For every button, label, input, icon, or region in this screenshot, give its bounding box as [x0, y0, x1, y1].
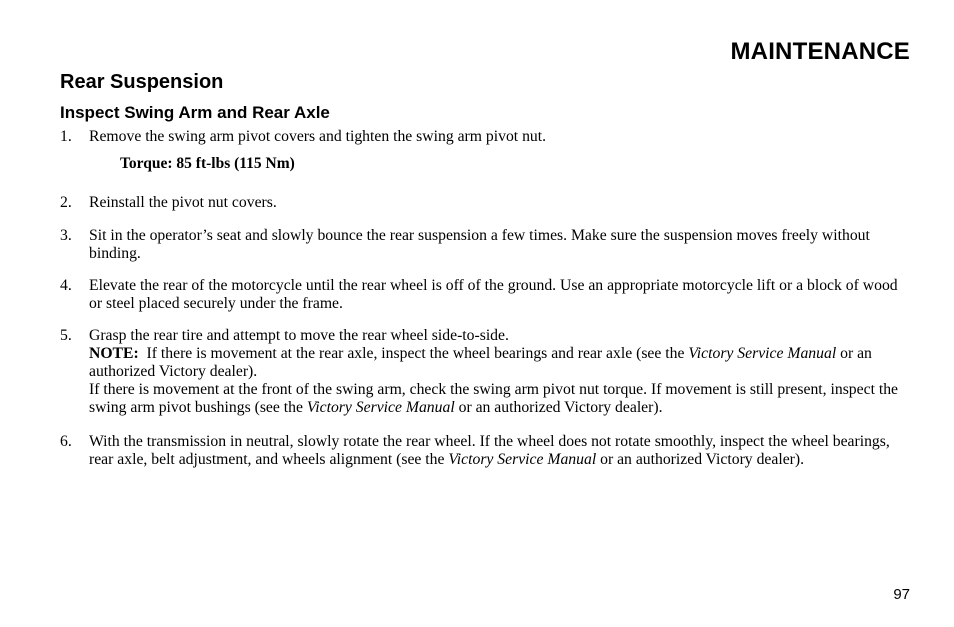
- step-4: [60, 277, 912, 313]
- step-1: [60, 128, 912, 146]
- step-text: Grasp the rear tire and attempt to move the rear wheel side-to-side.: [89, 327, 509, 344]
- manual-reference: Victory Service Manual: [306, 399, 455, 416]
- step-text: Remove the swing arm pivot covers and tighten the swing arm pivot nut.: [89, 128, 547, 145]
- step-number: 6.: [60, 433, 72, 450]
- note-label: NOTE:: [89, 345, 139, 362]
- note: [89, 345, 912, 381]
- step-number: 2.: [60, 194, 72, 211]
- torque-spec: Torque: 85 ft-lbs (115 Nm): [120, 155, 295, 172]
- step-number: 1.: [60, 128, 72, 145]
- step-number: 3.: [60, 227, 72, 244]
- page-number: 97: [893, 586, 910, 603]
- step-3: [60, 227, 912, 263]
- step-number: 5.: [60, 327, 72, 344]
- note-text: If there is movement at the rear axle, inspect the wheel bearings and rear axle (see the: [146, 345, 689, 362]
- note-text: or an authorized Victory dealer).: [89, 345, 872, 380]
- step-extra-text: If there is movement at the front of the swing arm, check the swing arm pivot nut torque. If movement is still present, inspect the swing arm pivot bushings (see the Victory Service Manual or an authorized Victory dealer).: [89, 381, 899, 416]
- step-text: Elevate the rear of the motorcycle until the rear wheel is off of the ground. Use an appropriate motorcycle lift or a block of wood or steel placed securely under the frame.: [89, 277, 898, 312]
- page-title: Rear Suspension: [60, 71, 224, 93]
- step-5: [60, 327, 912, 417]
- step-text: Sit in the operator’s seat and slowly bounce the rear suspension a few times. Make sure the suspension moves freely without binding.: [89, 227, 870, 262]
- subtitle: Inspect Swing Arm and Rear Axle: [60, 103, 330, 122]
- manual-reference: Victory Service Manual: [688, 345, 837, 362]
- step-text: Reinstall the pivot nut covers.: [89, 194, 277, 211]
- step-number: 4.: [60, 277, 72, 294]
- step-text: With the transmission in neutral, slowly rotate the rear wheel. If the wheel does not rotate smoothly, inspect the wheel bearings, rear axle, belt adjustment, and wheels alignment (see the Victory Service Manual or an authorized Victory dealer).: [89, 433, 890, 468]
- manual-reference: Victory Service Manual: [448, 451, 597, 468]
- step-6: [60, 433, 912, 469]
- step-2: [60, 194, 912, 212]
- section-header: MAINTENANCE: [730, 38, 910, 65]
